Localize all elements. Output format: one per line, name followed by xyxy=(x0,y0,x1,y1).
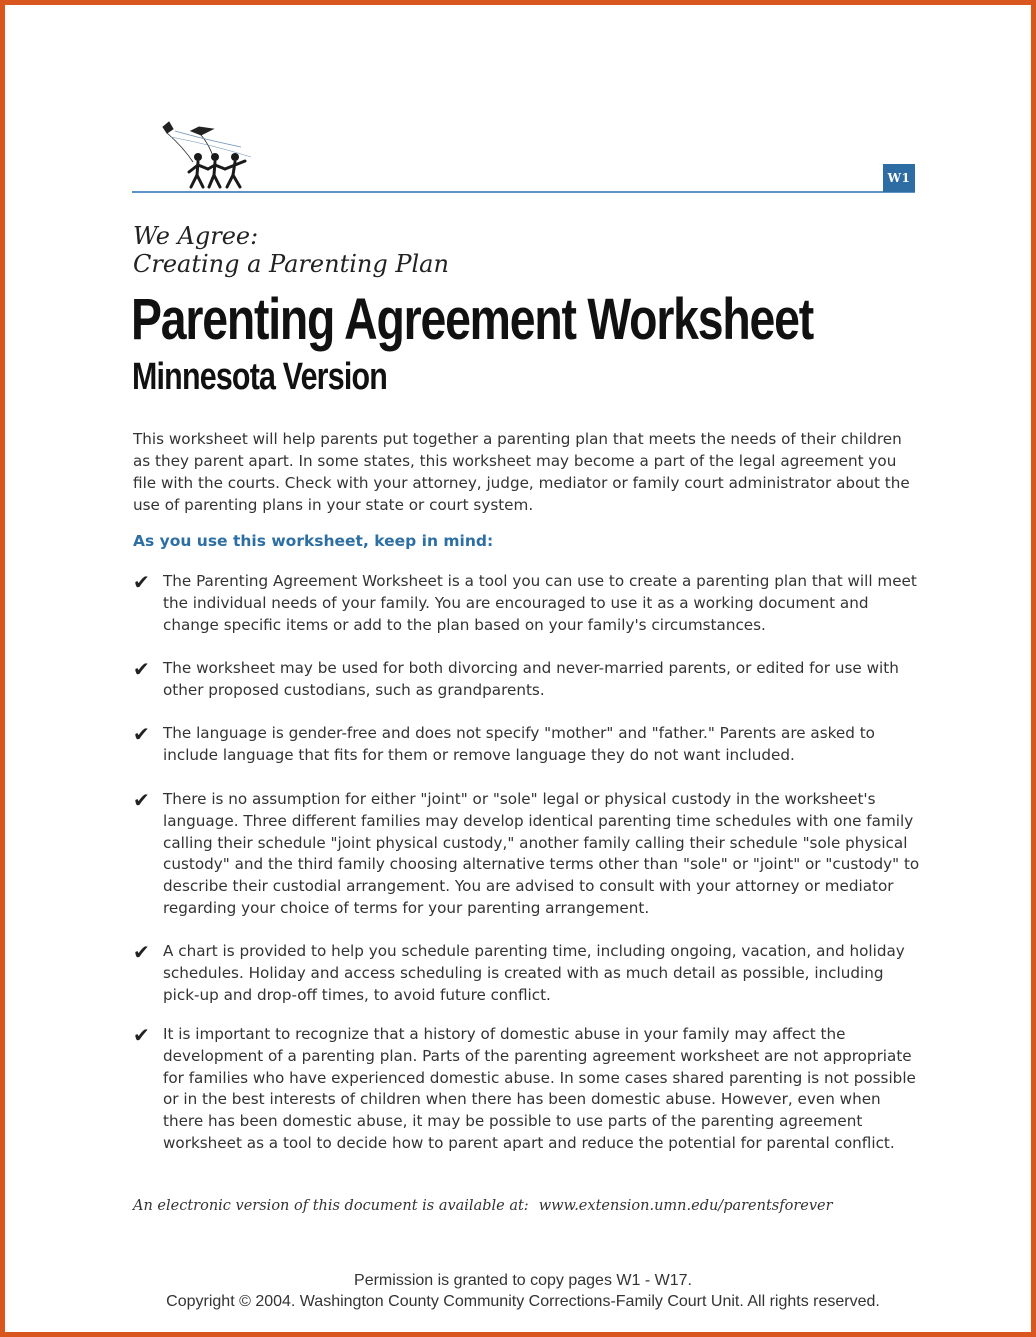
checklist-item-text: There is no assumption for either "joint" or "sole" legal or physical custody in the worksheet's language. Three different families may develop identical parenting time schedules with one family calling their schedule "joint physical custody," another family calling their schedule "sole physical custody" and the third family choosing alternative terms other than "sole" or "joint" or "custody" to describe their custodial arrangement. You are advised to consult with your attorney or mediator regarding your choice of terms for your parenting arrangement. xyxy=(163,790,920,917)
checkmark-icon: ✔ xyxy=(133,788,150,812)
kicker-line-1: We Agree: xyxy=(133,222,259,250)
checklist-item-text: A chart is provided to help you schedule parenting time, including ongoing, vacation, and holiday schedules. Holiday and access scheduling is created with as much detail as possible, including pick-up and drop-off times, to avoid future conflict. xyxy=(163,942,905,1004)
checkmark-icon: ✔ xyxy=(133,722,150,746)
checklist-item-text: The Parenting Agreement Worksheet is a tool you can use to create a parenting plan that will meet the individual needs of your family. You are encouraged to use it as a working document and change specific items or add to the plan based on your family's circumstances. xyxy=(163,572,917,634)
header-divider xyxy=(132,191,915,193)
children-icon xyxy=(189,153,245,187)
checklist-item xyxy=(133,658,923,702)
checklist-item-text: The worksheet may be used for both divorcing and never-married parents, or edited for use with other proposed custodians, such as grandparents. xyxy=(163,659,899,699)
checklist-item xyxy=(133,1024,923,1155)
checkmark-icon: ✔ xyxy=(133,1023,150,1047)
page-badge: W1 xyxy=(883,164,915,192)
extension-url-link[interactable]: www.extension.umn.edu/parentsforever xyxy=(538,1198,833,1214)
keep-in-mind-heading: As you use this worksheet, keep in mind: xyxy=(133,532,494,550)
kite-icon-left xyxy=(163,122,193,162)
checklist-item xyxy=(133,723,923,767)
electronic-version-note xyxy=(133,1198,833,1214)
checkmark-icon: ✔ xyxy=(133,570,150,594)
page-subtitle: Minnesota Version xyxy=(132,356,387,398)
checkmark-icon: ✔ xyxy=(133,657,150,681)
checklist-item xyxy=(133,571,923,636)
checklist-item xyxy=(133,941,923,1006)
children-kites-logo xyxy=(153,117,263,195)
checkmark-icon: ✔ xyxy=(133,940,150,964)
permission-notice: Permission is granted to copy pages W1 - W17. xyxy=(354,1272,692,1289)
electronic-version-text: An electronic version of this document is available at: xyxy=(133,1198,529,1214)
checklist-item-text: It is important to recognize that a history of domestic abuse in your family may affect the development of a parenting plan. Parts of the parenting agreement worksheet are not appropriate for families who have experienced domestic abuse. In some cases shared parenting is not possible or in the best interests of children when there has been domestic abuse. However, even when there has been domestic abuse, it may be possible to use parts of the parenting agreement worksheet as a tool to decide how to parent apart and reduce the potential for parental conflict. xyxy=(163,1025,916,1152)
checklist-item xyxy=(133,789,923,920)
intro-paragraph: This worksheet will help parents put together a parenting plan that meets the needs of their children as they parent apart. In some states, this worksheet may become a part of the legal agreement you file with the courts. Check with your attorney, judge, mediator or family court administrator about the use of parenting plans in your state or court system. xyxy=(133,430,910,514)
page-title: Parenting Agreement Worksheet xyxy=(131,287,813,352)
checklist-item-text: The language is gender-free and does not specify "mother" and "father." Parents are asked to include language that fits for them or remove language they do not want included. xyxy=(163,724,875,764)
copyright-notice: Copyright © 2004. Washington County Community Corrections-Family Court Unit. All rights reserved. xyxy=(166,1293,880,1310)
kicker-line-2: Creating a Parenting Plan xyxy=(133,250,449,278)
